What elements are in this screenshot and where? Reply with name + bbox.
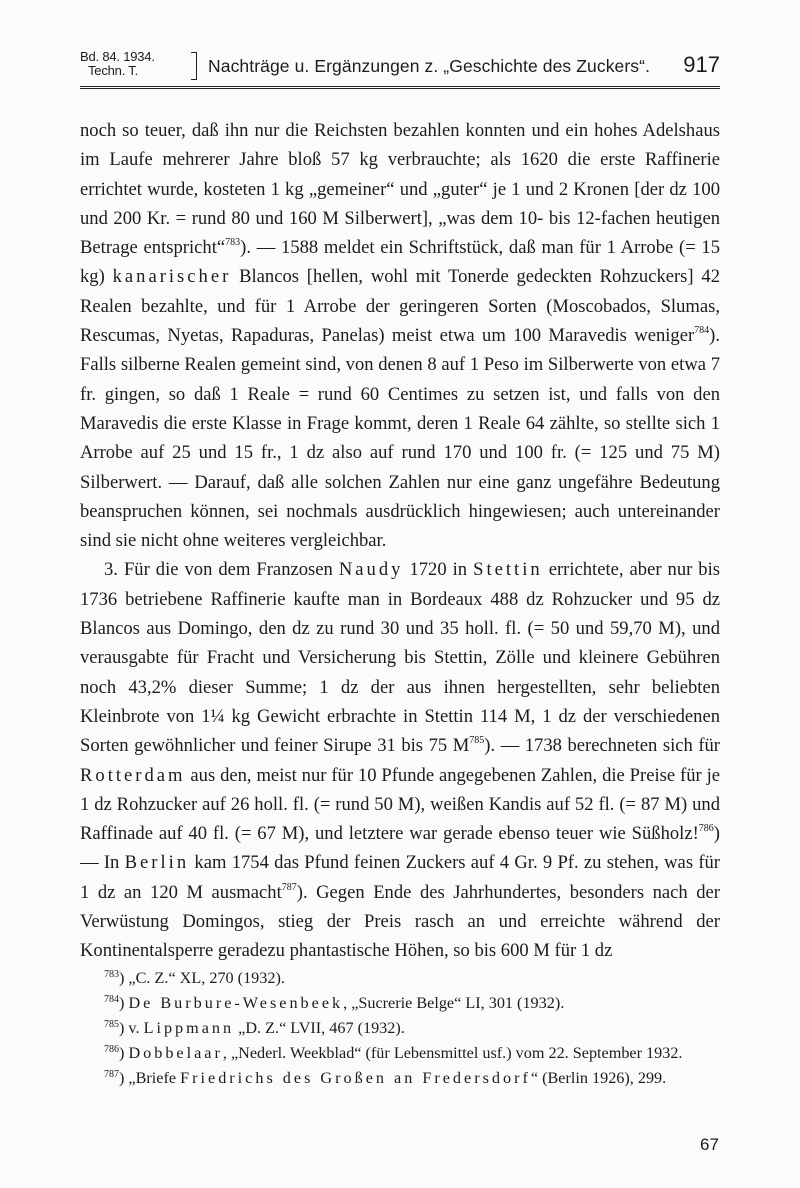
footnote-ref: 786 xyxy=(698,823,714,835)
footnote-ref: 787 xyxy=(281,881,297,893)
footnote-ref: 785 xyxy=(469,735,485,747)
footnote: $^{786}$) Dobbelaar, „Nederl. Weekblad“ (für Lebensmittel usf.) vom 22. September 1932. xyxy=(104,1044,683,1062)
author-name: Dobbelaar xyxy=(128,1044,223,1062)
header-bracket xyxy=(191,52,197,80)
source-title: Friedrichs des Großen an Fredersdorf xyxy=(180,1069,531,1087)
paragraph-3: 3. Für die von dem Franzosen Naudy 1720 in Stettin errichtete, aber nur bis 1736 betriebene Raffinerie kaufte man in Bordeaux 488 dz Rohzucker und 95 dz Blancos aus Domingo, den dz zu rund 30 und 35 holl. fl. (= 50 und 59,70 M), und verausgabte für Fracht und Versicherung bis Stettin, Zölle und kleinere Gebühren noch 43,2% dieser Summe; 1 dz der aus ihnen hergestellten, sehr beliebten Kleinbrote von 1¼ kg Gewicht erbrachte in Stettin 114 M, 1 dz der verschiedenen Sorten gewöhnlicher und feiner Sirupe 31 bis 75 $M^{785}$). — 1738 berechneten sich für Rotterdam aus den, meist nur für 10 Pfunde angegebenen Zahlen, die Preise für je 1 dz Rohzucker auf 26 holl. fl. (= rund 50 M), weißen Kandis auf 52 fl. (= 87 M) und Raffinade auf 40 fl. (= 67 M), und letztere war gerade ebenso teuer wie Süßholz!$^{786}$) — In Berlin kam 1754 das Pfund feinen Zuckers auf 4 Gr. 9 Pf. zu stehen, was für 1 dz an 120 M ausmacht$^{787}$). Gegen Ende des Jahrhundertes, besonders nach der Verwüstung Domingos, stieg der Preis rasch an und erreichte während der Kontinentalsperre geradezu phantastische Höhen, so bis 600 M für 1 dz xyxy=(80,559,721,962)
emphasis-spaced: Berlin xyxy=(124,852,190,874)
footnote: $^{783}$) „C. Z.“ XL, 270 (1932). xyxy=(104,969,285,987)
author-name: Lippmann xyxy=(143,1019,235,1037)
signature-mark: 67 xyxy=(700,1135,719,1154)
emphasis-spaced: Rotterdam xyxy=(80,764,186,786)
footnotes xyxy=(80,966,720,1091)
running-header xyxy=(80,46,720,92)
footnote: $^{784}$) De Burbure-Wesenbeek, „Sucrerie Belge“ LI, 301 (1932). xyxy=(104,994,565,1012)
footnote-ref: 783 xyxy=(225,237,241,249)
journal-section: Techn. T. xyxy=(88,63,138,78)
emphasis-spaced: Naudy xyxy=(338,559,404,581)
page-number: 917 xyxy=(683,52,720,77)
emphasis-spaced: kanarischer xyxy=(112,266,232,288)
footnote-ref: 784 xyxy=(694,325,710,337)
footnote: $^{787}$) „Briefe Friedrichs des Großen an Fredersdorf“ (Berlin 1926), 299. xyxy=(104,1069,667,1087)
author-name: De Burbure-Wesenbeek xyxy=(128,994,344,1012)
paragraph-continued: noch so teuer, daß ihn nur die Reichsten bezahlen konnten und ein hohes Adelshaus im Laufe mehrerer Jahre bloß 57 kg verbrauchte; als 1620 die erste Raffinerie errichtet wurde, kosteten 1 kg „gemeiner“ und „guter“ je 1 und 2 Kronen [der dz 100 und 200 Kr. = rund 80 und 160 M Silberwert], „was dem 10- bis 12-fachen heutigen Betrage entspricht“$^{783}$). — 1588 meldet ein Schriftstück, daß man für 1 Arrobe (= 15 kg) kanarischer Blancos [hellen, wohl mit Tonerde gedeckten Rohzuckers] 42 Realen bezahlte, und für 1 Arrobe der geringeren Sorten (Moscobados, Slumas, Rescumas, Nyetas, Rapaduras, Panelas) meist etwa um 100 Maravedis weniger$^{784}$). Falls silberne Realen gemeint sind, von denen 8 auf 1 Peso im Silberwerte von etwa 7 fr. gingen, so daß 1 Reale = rund 60 Centimes zu setzen ist, und falls von den Maravedis die erste Klasse in Frage kommt, deren 1 Reale 64 zählte, so stellte sich 1 Arrobe auf 25 und 15 fr., 1 dz also auf rund 170 und 100 fr. (= 125 und 75 M) Silberwert. — Darauf, daß alle solchen Zahlen nur eine ganz ungefähre Bedeutung beanspruchen können, sei nochmals ausdrücklich hingewiesen; auch untereinander sind sie nicht ohne weiteres vergleichbar. xyxy=(80,120,720,552)
emphasis-spaced: Stettin xyxy=(473,559,543,581)
footnote: $^{785}$) v. Lippmann „D. Z.“ LVII, 467 (1932). xyxy=(104,1019,405,1037)
journal-reference xyxy=(80,50,155,78)
running-title: Nachträge u. Ergänzungen z. „Geschichte des Zuckers“. xyxy=(208,56,651,76)
header-rule xyxy=(80,86,720,89)
journal-volume: Bd. 84. 1934. xyxy=(80,49,155,64)
body-text xyxy=(80,116,720,966)
